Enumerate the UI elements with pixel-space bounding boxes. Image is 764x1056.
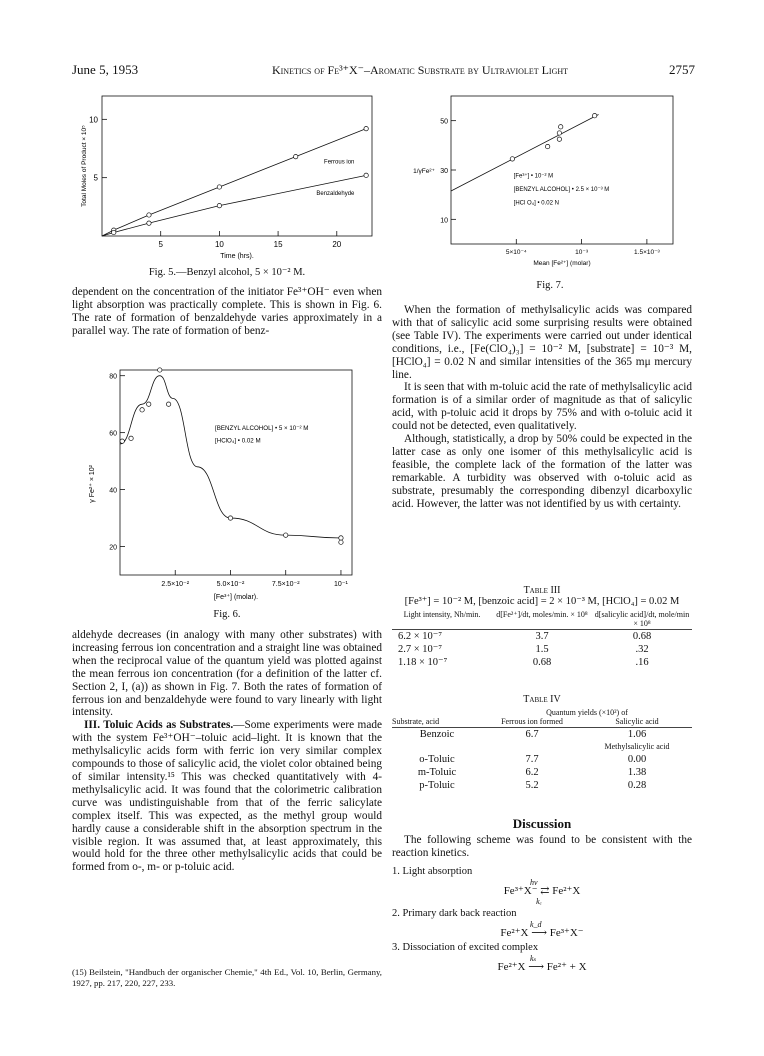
table-cell: 6.2 bbox=[525, 767, 539, 778]
plot-frame bbox=[120, 370, 352, 575]
x-tick-label: 7.5×10⁻² bbox=[271, 581, 300, 588]
table-row bbox=[392, 728, 692, 741]
reaction-scheme bbox=[392, 866, 692, 976]
table-cell: 2.7 × 10⁻⁷ bbox=[398, 644, 442, 655]
x-tick-label: 10⁻¹ bbox=[334, 581, 348, 588]
table-3-title: Table III bbox=[523, 585, 561, 596]
table-cell: .32 bbox=[635, 644, 649, 655]
y-tick-label: 10 bbox=[440, 217, 448, 225]
table-row bbox=[392, 643, 692, 656]
data-point bbox=[364, 173, 368, 177]
data-point bbox=[364, 126, 368, 130]
table-cell: 5.2 bbox=[525, 780, 539, 791]
series-label: Benzaldehyde bbox=[316, 191, 355, 198]
discussion-heading: Discussion bbox=[512, 816, 572, 831]
data-point bbox=[147, 221, 151, 225]
fig6-caption: Fig. 6. bbox=[213, 609, 241, 620]
table-cell: m-Toluic bbox=[417, 767, 457, 778]
table-3-conditions: [Fe³⁺] = 10⁻² M, [benzoic acid] = 2 × 10⁻³ M, [HClO₄] = 0.02 M bbox=[404, 596, 680, 607]
table-cell: p-Toluic bbox=[419, 780, 455, 791]
x-tick-label: 20 bbox=[332, 240, 342, 249]
y-axis-label: γ Fe²⁺ × 10² bbox=[89, 465, 96, 503]
rate-constant: kₑ bbox=[536, 897, 542, 906]
data-point bbox=[284, 533, 288, 537]
plot-frame bbox=[102, 96, 372, 236]
table-3-header: Light intensity, Nh/min. bbox=[403, 610, 481, 619]
data-point bbox=[217, 203, 221, 207]
page-number: 2757 bbox=[669, 62, 695, 77]
legend-line: [HClO₄] • 0.02 M bbox=[215, 437, 261, 445]
equation: Fe²⁺X ⟶ Fe²⁺ + X bbox=[497, 961, 587, 973]
legend-line: [BENZYL ALCOHOL] • 2.5 × 10⁻³ M bbox=[513, 186, 610, 193]
table-4 bbox=[392, 694, 692, 792]
data-point bbox=[557, 137, 561, 141]
table-row bbox=[392, 630, 692, 643]
section-heading: III. Toluic Acids as Substrates. bbox=[84, 719, 234, 732]
right-paragraphs: When the formation of methylsalicylic acids was compared with that of salicylic acid some surprising results were obtained (see Table IV). The experiments were carried out under identical conditions, i.e., [Fe(ClO₄)₃] = 10⁻² M, [substrate] = 10⁻³ M, [HClO₄] = 0.02 N and similar intensities of the 365 mμ mercury line. It is seen that with m-toluic acid the rate of methylsalicylic acid formation is of a similar order of magnitude as that of salicylic acid, with p-toluic acid it drops by 75% and with o-toluic acid it could not be detected, even qualitatively. Although, statistically, a drop by 50% could be expected in the latter case as only one isomer of this methylsalicylic acid is feasible, the complete lack of the formation of the latter was remarkable. A turbidity was observed with o-toluic acid as substrate, presumably the corresponding dibenzyl dicarboxylic acid. However, the latter was not identified by us with certainty. bbox=[392, 304, 692, 510]
x-axis-label: Mean [Fe²⁺] (molar) bbox=[533, 260, 591, 267]
legend-line: [HCl O₄] • 0.02 N bbox=[513, 200, 559, 207]
table-3 bbox=[392, 585, 692, 669]
data-point bbox=[545, 144, 549, 148]
table-3-header: d[salicylic acid]/dt, mole/min × 10⁸ bbox=[594, 610, 690, 628]
footnote-15: (15) Beilstein, "Handbuch der organischer Chemie," 4th Ed., Vol. 10, Berlin, Germany, 1927, pp. 217, 220, 227, 233. bbox=[72, 967, 382, 988]
table-4-header: Ferrous ion formed bbox=[501, 717, 563, 726]
series-curve bbox=[120, 376, 341, 538]
step-number: 2. bbox=[392, 908, 403, 919]
y-tick-label: 20 bbox=[109, 544, 117, 552]
reaction-step bbox=[392, 908, 692, 940]
table-4-header: Salicylic acid bbox=[615, 717, 659, 726]
equation: Fe²⁺X ⟶ Fe³⁺X⁻ bbox=[500, 927, 584, 939]
data-point bbox=[592, 114, 596, 118]
equation: Fe³⁺X⁻ ⇄ Fe²⁺X bbox=[503, 885, 581, 897]
y-axis-label: Total Moles of Product × 10⁵ bbox=[81, 125, 88, 207]
series-line bbox=[102, 175, 366, 236]
data-point bbox=[228, 516, 232, 520]
data-point bbox=[140, 408, 144, 412]
data-point bbox=[557, 131, 561, 135]
table-cell: 0.28 bbox=[627, 780, 647, 791]
x-tick-label: 5 bbox=[158, 240, 163, 249]
page-date: June 5, 1953 bbox=[72, 62, 139, 77]
fig7-caption: Fig. 7. bbox=[536, 280, 564, 291]
table-4-group-header: Quantum yields (×10²) of bbox=[546, 708, 628, 717]
data-point bbox=[558, 125, 562, 129]
x-axis-label: [Fe³⁺] (molar). bbox=[213, 594, 259, 601]
fig6-chart bbox=[78, 360, 378, 605]
table-row bbox=[392, 656, 692, 669]
y-tick-label: 40 bbox=[109, 487, 117, 495]
legend-line: [BENZYL ALCOHOL] • 5 × 10⁻² M bbox=[215, 424, 309, 432]
rate-constant: k_d bbox=[530, 920, 542, 929]
table-4-title: Table IV bbox=[523, 694, 561, 705]
data-point bbox=[166, 402, 170, 406]
table-cell: Benzoic bbox=[419, 729, 455, 740]
data-point bbox=[510, 157, 514, 161]
data-point bbox=[112, 230, 116, 234]
table-cell: 0.68 bbox=[532, 657, 552, 668]
step-label: Primary dark back reaction bbox=[402, 908, 517, 919]
fig5-chart bbox=[72, 86, 382, 268]
x-tick-label: 15 bbox=[273, 240, 283, 249]
y-tick-label: 80 bbox=[109, 373, 117, 381]
series-label: Ferrous ion bbox=[324, 159, 355, 166]
y-tick-label: 10 bbox=[89, 115, 98, 125]
table-cell: 1.06 bbox=[627, 729, 647, 740]
y-axis-label: 1/γFe²⁺ bbox=[413, 168, 435, 175]
table-cell: 1.18 × 10⁻⁷ bbox=[398, 657, 448, 668]
x-tick-label: 5.0×10⁻² bbox=[216, 581, 245, 588]
table-4-header: Substrate, acid bbox=[392, 717, 440, 726]
left-paragraph-2: aldehyde decreases (in analogy with many other substrates) with increasing ferrous ion concentration and a straight line was obtained when the reciprocal value of the quantum yield was plotted against the mean ferrous ion concentration (for a definition of the latter cf. Section 2, I, (a)) as shown in Fig. 7. Both the rates of formation of ferrous ion and benzaldehyde were found to vary linearly with light intensity. III. Toluic Acids as Substrates.—Some experiments were made with the system Fe³⁺OH⁻–toluic acid–light. It is known that the methylsalicylic acids form with ferric ion very similar complex compounds to those of salicylic acid, the violet color obtained being of similar intensity.¹⁵ This was checked quantitatively with 4-methylsalicylic acid. It was found that the colorimetric calibration curve was undistinguishable from that of the ferric salicylate complex itself. This was expected, as the methyl group would hardly cause a considerable shift in the absorption spectrum in the visible region. It was assumed that, at least approximately, this would hold for the three other methylsalicylic acids that could be formed from o-, m- or p-toluic acid. bbox=[72, 629, 382, 874]
data-point bbox=[147, 213, 151, 217]
step-label: Light absorption bbox=[402, 866, 473, 877]
data-point bbox=[339, 536, 343, 540]
table-cell: 0.68 bbox=[632, 631, 652, 642]
y-tick-label: 5 bbox=[93, 173, 98, 183]
table-cell: .16 bbox=[635, 657, 649, 668]
x-axis-label: Time (hrs). bbox=[220, 253, 254, 260]
y-tick-label: 50 bbox=[440, 118, 448, 126]
x-tick-label: 10 bbox=[214, 240, 224, 249]
fit-line bbox=[451, 115, 599, 191]
rate-constant: hν bbox=[530, 878, 538, 887]
table-cell: 1.5 bbox=[535, 644, 549, 655]
data-point bbox=[129, 436, 133, 440]
table-cell: 7.7 bbox=[525, 754, 539, 765]
table-row bbox=[392, 753, 692, 766]
data-point bbox=[217, 185, 221, 189]
series-line bbox=[102, 129, 366, 236]
data-point bbox=[120, 439, 124, 443]
fig5-caption: Fig. 5.—Benzyl alcohol, 5 × 10⁻² M. bbox=[148, 267, 306, 278]
step-number: 3. bbox=[392, 942, 403, 953]
table-4-subheader: Methylsalicylic acid bbox=[604, 742, 670, 751]
table-cell: 6.2 × 10⁻⁷ bbox=[398, 631, 442, 642]
step-number: 1. bbox=[392, 866, 403, 877]
table-3-header: d[Fe²⁺]/dt, moles/min. × 10⁸ bbox=[496, 610, 588, 619]
table-cell: o-Toluic bbox=[419, 754, 455, 765]
table-row bbox=[392, 779, 692, 792]
data-point bbox=[158, 368, 162, 372]
discussion-intro: The following scheme was found to be consistent with the reaction kinetics. bbox=[392, 834, 692, 859]
rate-constant: kₛ bbox=[530, 954, 537, 963]
data-point bbox=[339, 540, 343, 544]
left-paragraph-1: dependent on the concentration of the initiator Fe³⁺OH⁻ even when light absorption was practically complete. This is shown in Fig. 6. The rate of formation of benzaldehyde varies approximately in a parallel way. The rate of formation of benz- bbox=[72, 286, 382, 337]
data-point bbox=[147, 402, 151, 406]
x-tick-label: 10⁻³ bbox=[575, 249, 589, 256]
reaction-step bbox=[392, 942, 692, 974]
step-label: Dissociation of excited complex bbox=[402, 942, 539, 953]
table-row bbox=[392, 766, 692, 779]
plot-frame bbox=[451, 96, 673, 244]
x-tick-label: 5×10⁻⁴ bbox=[505, 249, 527, 256]
table-cell: 0.00 bbox=[627, 754, 647, 765]
data-point bbox=[293, 154, 297, 158]
table-cell: 1.38 bbox=[627, 767, 647, 778]
fig7-chart bbox=[405, 86, 695, 276]
legend-line: [Fe³⁺] • 10⁻² M bbox=[513, 173, 554, 180]
table-cell: 3.7 bbox=[535, 631, 549, 642]
x-tick-label: 1.5×10⁻³ bbox=[634, 249, 660, 256]
running-title: Kinetics of Fe³⁺X⁻–Aromatic Substrate by Ultraviolet Light bbox=[271, 63, 569, 77]
y-tick-label: 60 bbox=[109, 430, 117, 438]
table-cell: 6.7 bbox=[525, 729, 539, 740]
reaction-step bbox=[392, 866, 692, 906]
x-tick-label: 2.5×10⁻² bbox=[161, 581, 190, 588]
y-tick-label: 30 bbox=[440, 168, 448, 175]
